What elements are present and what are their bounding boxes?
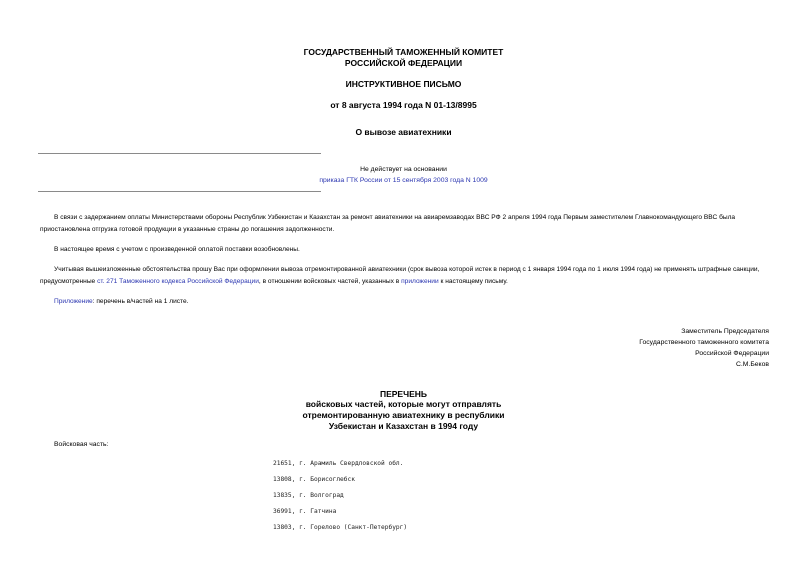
signature-name: С.М.Беков [735, 361, 769, 368]
signature-line-2: Государственного таможенного комитета [639, 339, 769, 346]
signature-block [639, 326, 769, 370]
customs-code-link[interactable]: ст. 271 Таможенного кодекса Российской Федерации [97, 277, 259, 285]
status-link-wrap [0, 176, 807, 186]
unit-item: 21651, г. Арамиль Свердловской обл. [273, 460, 404, 467]
appendix-subtitle-1: войсковых частей, которые могут отправлять [305, 399, 502, 409]
paragraph-3-text-a: Учитывая вышеизложенные обстоятельства прошу Вас при оформлении вывоза отремонтированной авиатехники (срок вывоза которой истек в период с 1 января 1994 года по 1 июля 1994 года) не применять штрафные санкции, предусмотренные [40, 266, 760, 285]
paragraph-2: В настоящее время с учетом с произведенной оплатой поставки возобновлены. [54, 246, 300, 253]
appendix-subtitle-3: Узбекистан и Казахстан в 1994 году [328, 421, 479, 431]
appendix-link[interactable]: приложении [401, 277, 439, 285]
divider-top [38, 153, 321, 154]
document-type: ИНСТРУКТИВНОЕ ПИСЬМО [345, 79, 462, 89]
unit-item: 13835, г. Волгоград [273, 492, 344, 499]
divider-bottom [38, 191, 321, 192]
document-date: от 8 августа 1994 года N 01-13/8995 [330, 100, 477, 110]
unit-list-label: Войсковая часть: [54, 441, 109, 448]
paragraph-1: В связи с задержанием оплаты Министерствами обороны Республик Узбекистан и Казахстан за ремонт авиатехники на авиаремзаводах ВВС РФ 2 апреля 1994 года Первым заместителем Главнокомандующего ВВС была приостановлена отгрузка готовой продукции в указанные страны до погашения задолженности. [40, 214, 736, 233]
attachment-text: : перечень в/частей на 1 листе. [92, 298, 189, 305]
status-order-link[interactable]: приказа ГТК России от 15 сентября 2003 года N 1009 [319, 177, 488, 184]
paragraph-3-text-c: к настоящему письму. [438, 277, 508, 285]
signature-line-1: Заместитель Председателя [681, 328, 769, 335]
appendix-title: ПЕРЕЧЕНЬ [379, 389, 427, 399]
org-name-line2: РОССИЙСКОЙ ФЕДЕРАЦИИ [344, 58, 463, 68]
unit-item: 13808, г. Борисоглебск [273, 476, 355, 483]
status-note: Не действует на основании [360, 166, 447, 173]
attachment-link[interactable]: Приложение [54, 298, 93, 305]
unit-item: 13803, г. Горелово (Санкт-Петербург) [273, 524, 408, 531]
signature-line-3: Российской Федерации [695, 350, 769, 357]
paragraph-3-text-b: , в отношении войсковых частей, указанных в [258, 277, 402, 285]
appendix-subtitle-2: отремонтированную авиатехнику в республики [302, 410, 505, 420]
unit-item: 36991, г. Гатчина [273, 508, 337, 515]
attachment-note [40, 296, 770, 308]
org-name-line1: ГОСУДАРСТВЕННЫЙ ТАМОЖЕННЫЙ КОМИТЕТ [303, 47, 504, 57]
paragraph-3 [40, 264, 770, 287]
document-subject: О вывозе авиатехники [355, 127, 452, 137]
